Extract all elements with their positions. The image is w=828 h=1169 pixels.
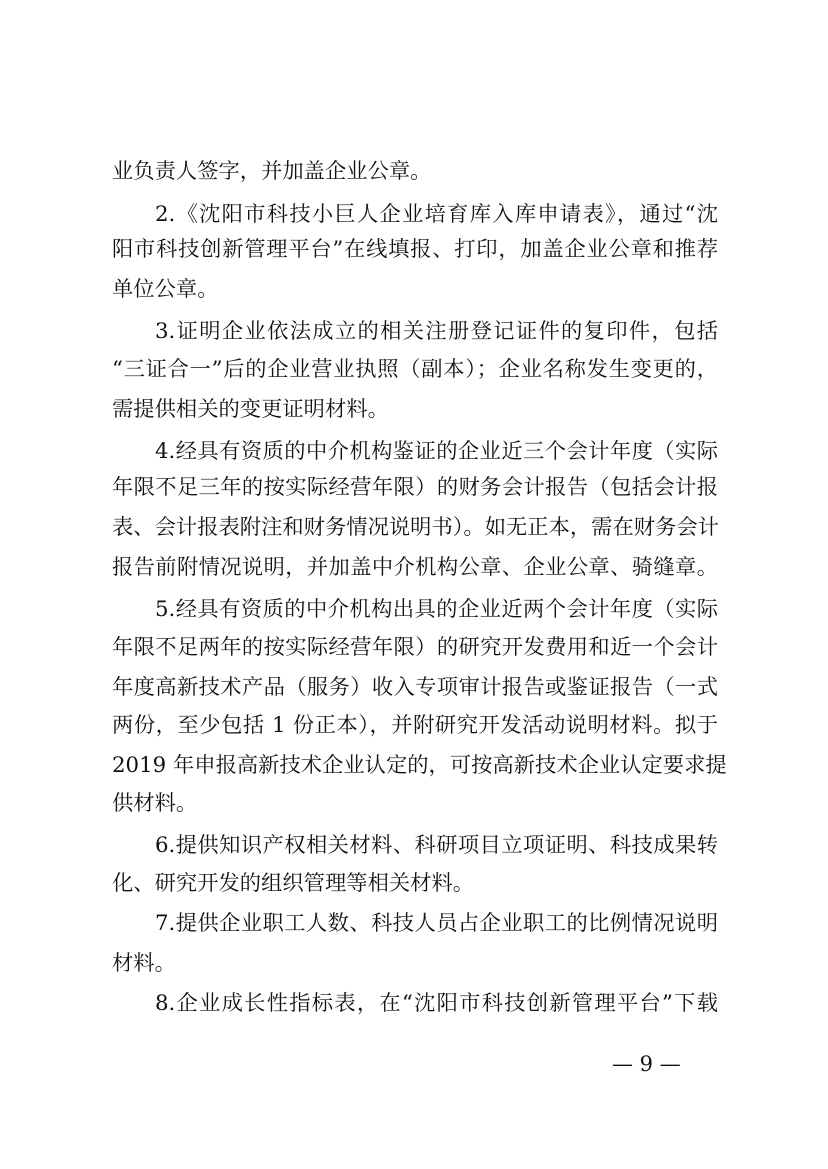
paragraph-line-12: 5.经具有资质的中介机构出具的企业近两个会计年度（实际 — [155, 597, 718, 622]
paragraph-line-21: 材料。 — [112, 951, 176, 976]
paragraph-line-4: 单位公章。 — [112, 277, 219, 302]
paragraph-line-5: 3.证明企业依法成立的相关注册登记证件的复印件，包括 — [155, 319, 718, 344]
paragraph-line-8: 4.经具有资质的中介机构鉴证的企业近三个会计年度（实际 — [155, 439, 718, 464]
paragraph-line-6: “三证合一”后的企业营业执照（副本）；企业名称发生变更的， — [112, 357, 718, 382]
paragraph-line-11: 报告前附情况说明，并加盖中介机构公章、企业公章、骑缝章。 — [112, 555, 718, 580]
paragraph-line-1: 业负责人签字，并加盖企业公章。 — [112, 159, 432, 184]
paragraph-line-2: 2.《沈阳市科技小巨人企业培育库入库申请表》，通过“沈 — [155, 202, 718, 227]
paragraph-line-10: 表、会计报表附注和财务情况说明书）。如无正本，需在财务会计 — [112, 515, 719, 540]
page-number: — 9 — — [612, 1052, 681, 1076]
paragraph-line-7: 需提供相关的变更证明材料。 — [112, 397, 389, 422]
paragraph-line-18: 6.提供知识产权相关材料、科研项目立项证明、科技成果转 — [155, 833, 718, 858]
paragraph-line-20: 7.提供企业职工人数、科技人员占企业职工的比例情况说明 — [155, 911, 718, 936]
paragraph-line-13: 年限不足两年的按实际经营年限）的研究开发费用和近一个会计 — [112, 635, 718, 660]
paragraph-line-16: 2019 年申报高新技术企业认定的，可按高新技术企业认定要求提 — [112, 753, 727, 778]
paragraph-line-17: 供材料。 — [112, 791, 198, 816]
paragraph-line-15: 两份，至少包括 1 份正本），并附研究开发活动说明材料。拟于 — [112, 713, 718, 738]
paragraph-line-22: 8.企业成长性指标表，在“沈阳市科技创新管理平台”下载 — [155, 991, 718, 1016]
paragraph-line-9: 年限不足三年的按实际经营年限）的财务会计报告（包括会计报 — [112, 475, 718, 500]
paragraph-line-3: 阳市科技创新管理平台”在线填报、打印，加盖企业公章和推荐 — [112, 237, 718, 262]
paragraph-line-19: 化、研究开发的组织管理等相关材料。 — [112, 871, 475, 896]
paragraph-line-14: 年度高新技术产品（服务）收入专项审计报告或鉴证报告（一式 — [112, 675, 718, 700]
